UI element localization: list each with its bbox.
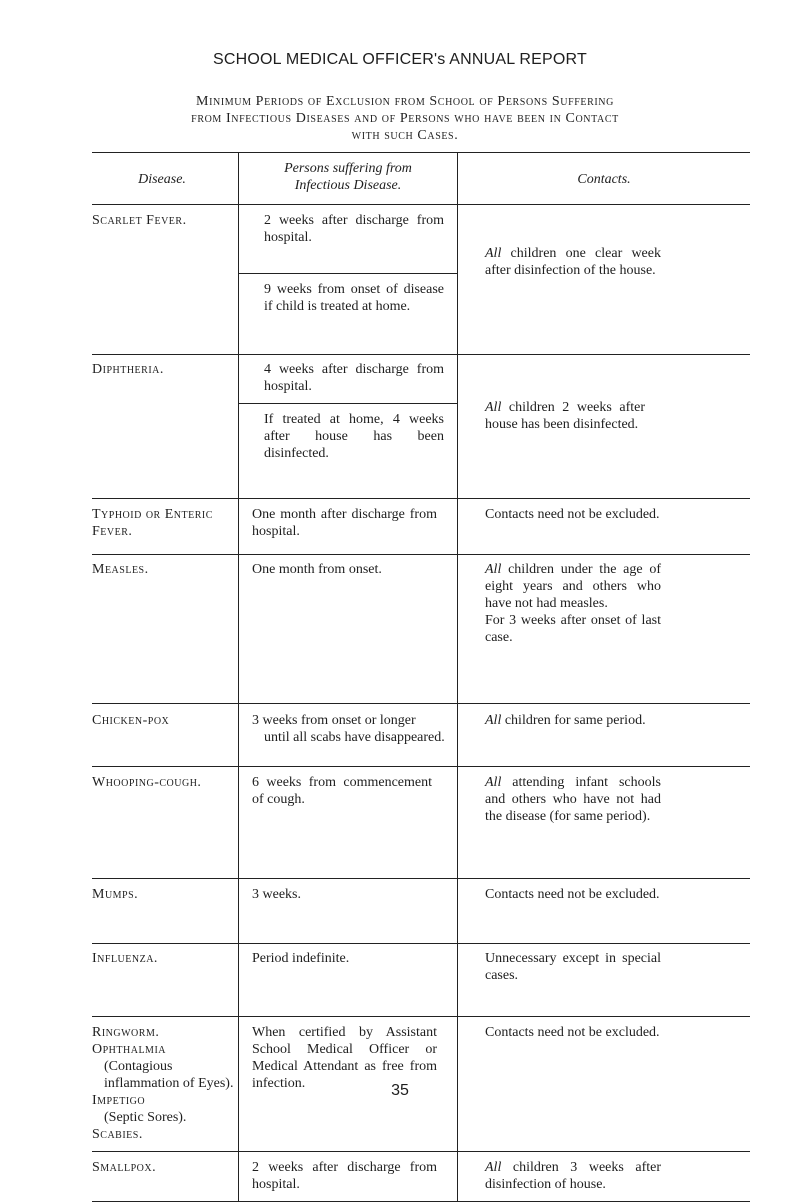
disease-measles: Measles. bbox=[92, 562, 149, 577]
rule-diphtheria-split bbox=[238, 403, 457, 404]
contacts-measles-text: children under the age of eight years and others who have not had measles. bbox=[485, 562, 661, 611]
disease-ophthalmia: Ophthalmia bbox=[92, 1042, 166, 1057]
persons-typhoid: One month after discharge from hospital. bbox=[252, 507, 437, 539]
contacts-whooping-emphasis: All bbox=[485, 775, 502, 790]
contacts-scarlet-emphasis: All bbox=[485, 246, 502, 261]
contacts-measles-emphasis: All bbox=[485, 562, 502, 577]
persons-mumps: 3 weeks. bbox=[252, 887, 301, 902]
rule-top bbox=[92, 152, 750, 153]
contacts-measles-period: For 3 weeks after onset of last case. bbox=[485, 613, 661, 645]
page-number: 35 bbox=[391, 1082, 409, 1099]
page-header: SCHOOL MEDICAL OFFICER's ANNUAL REPORT bbox=[213, 51, 587, 68]
rule-typhoid bbox=[92, 498, 750, 499]
rule-header bbox=[92, 204, 750, 205]
contacts-smallpox-emphasis: All bbox=[485, 1160, 502, 1175]
contacts-diphtheria bbox=[485, 399, 645, 433]
disease-scabies: Scabies. bbox=[92, 1127, 143, 1142]
contacts-chickenpox-text: children for same period. bbox=[501, 713, 646, 728]
title-line-2: from Infectious Diseases and of Persons who have been in Contact bbox=[191, 111, 619, 126]
rule-mumps bbox=[92, 878, 750, 879]
disease-scarlet-fever: Scarlet Fever. bbox=[92, 213, 187, 228]
disease-ophthalmia-note: (Contagious inflammation of Eyes). bbox=[104, 1059, 234, 1091]
rule-col-2 bbox=[457, 152, 458, 1202]
persons-diphtheria-hospital: 4 weeks after discharge from hospital. bbox=[264, 362, 444, 394]
column-header-contacts: Contacts. bbox=[577, 172, 631, 187]
title-line-1: Minimum Periods of Exclusion from School of Persons Suffering bbox=[196, 94, 614, 109]
contacts-chickenpox bbox=[485, 712, 661, 729]
persons-influenza: Period indefinite. bbox=[252, 951, 350, 966]
contacts-typhoid: Contacts need not be excluded. bbox=[485, 507, 660, 522]
rule-influenza bbox=[92, 943, 750, 944]
contacts-ringworm-group: Contacts need not be excluded. bbox=[485, 1025, 660, 1040]
disease-typhoid-line-2: Fever. bbox=[92, 524, 133, 539]
rule-measles bbox=[92, 554, 750, 555]
disease-impetigo: Impetigo bbox=[92, 1093, 146, 1108]
column-header-persons-line-1: Persons suffering from bbox=[284, 161, 412, 176]
disease-smallpox: Smallpox. bbox=[92, 1160, 157, 1175]
disease-typhoid bbox=[92, 506, 232, 540]
disease-mumps: Mumps. bbox=[92, 887, 139, 902]
persons-chickenpox-line-1: 3 weeks from onset or longer bbox=[252, 713, 416, 728]
persons-diphtheria-home: If treated at home, 4 weeks after house has been disinfected. bbox=[264, 412, 444, 461]
contacts-whooping-cough bbox=[485, 774, 661, 825]
persons-scarlet-home: 9 weeks from onset of disease if child is treated at home. bbox=[264, 282, 444, 314]
contacts-measles bbox=[485, 561, 661, 646]
persons-chickenpox bbox=[252, 712, 447, 746]
title-line-3: with such Cases. bbox=[351, 128, 459, 143]
disease-chickenpox: Chicken-pox bbox=[92, 713, 170, 728]
contacts-diphtheria-emphasis: All bbox=[485, 400, 502, 415]
contacts-influenza: Unnecessary except in special cases. bbox=[485, 951, 661, 983]
table-title bbox=[60, 93, 750, 144]
rule-col-1 bbox=[238, 152, 239, 1202]
contacts-mumps: Contacts need not be excluded. bbox=[485, 887, 660, 902]
disease-influenza: Influenza. bbox=[92, 951, 158, 966]
persons-smallpox: 2 weeks after discharge from hospital. bbox=[252, 1160, 437, 1192]
contacts-whooping-text: attending infant schools and others who have not had the disease (for same period). bbox=[485, 775, 661, 824]
rule-diphtheria bbox=[92, 354, 750, 355]
disease-typhoid-line-1: Typhoid or Enteric bbox=[92, 507, 213, 522]
disease-ringworm: Ringworm. bbox=[92, 1025, 160, 1040]
persons-chickenpox-line-2: until all scabs have disappeared. bbox=[264, 730, 445, 745]
column-header-persons-line-2: Infectious Disease. bbox=[294, 178, 402, 193]
contacts-diphtheria-text: children 2 weeks after house has been disinfected. bbox=[485, 400, 645, 432]
contacts-smallpox-text: children 3 weeks after disinfection of house. bbox=[485, 1160, 661, 1192]
rule-scarlet-split bbox=[238, 273, 457, 274]
rule-smallpox bbox=[92, 1151, 750, 1152]
rule-whooping bbox=[92, 766, 750, 767]
persons-ringworm-group: When certified by Assistant School Medical Officer or Medical Attendant as free from infection. bbox=[252, 1025, 437, 1091]
rule-chickenpox bbox=[92, 703, 750, 704]
disease-impetigo-note: (Septic Sores). bbox=[104, 1110, 187, 1125]
disease-diphtheria: Diphtheria. bbox=[92, 362, 164, 377]
persons-scarlet-hospital: 2 weeks after discharge from hospital. bbox=[264, 213, 444, 245]
contacts-measles-main bbox=[485, 561, 661, 612]
rule-ringworm bbox=[92, 1016, 750, 1017]
column-header-persons bbox=[242, 160, 454, 194]
persons-measles: One month from onset. bbox=[252, 562, 382, 577]
persons-whooping-cough: 6 weeks from commencement of cough. bbox=[252, 775, 432, 807]
contacts-smallpox bbox=[485, 1159, 661, 1193]
contacts-chickenpox-emphasis: All bbox=[485, 713, 502, 728]
contacts-scarlet-fever bbox=[485, 245, 661, 279]
disease-whooping-cough: Whooping-cough. bbox=[92, 775, 202, 790]
column-header-disease: Disease. bbox=[138, 172, 186, 187]
contacts-scarlet-text: children one clear week after disinfection of the house. bbox=[485, 246, 661, 278]
